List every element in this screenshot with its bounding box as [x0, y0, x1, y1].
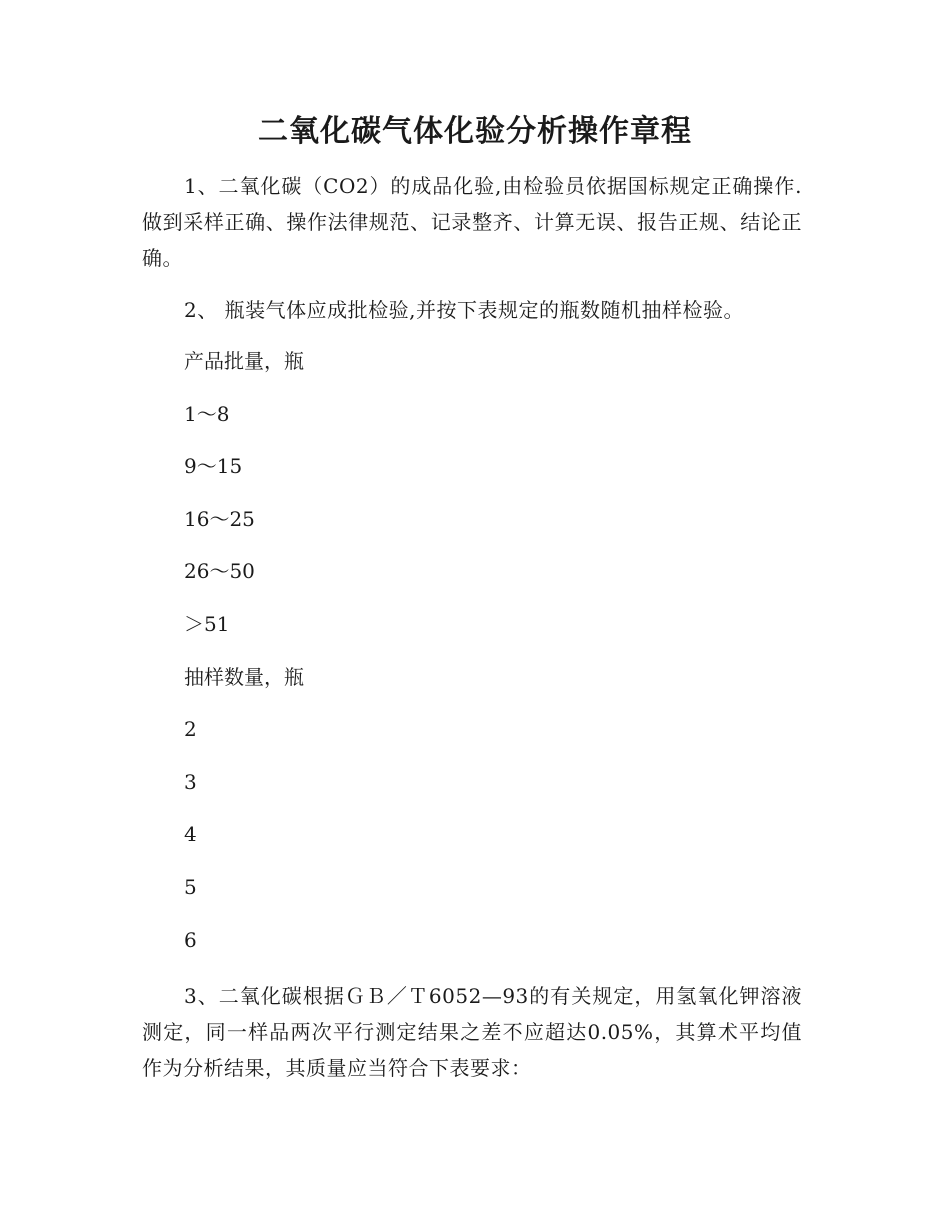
document-title: 二氧化碳气体化验分析操作章程: [258, 114, 692, 149]
batch-value: ＞51: [184, 612, 230, 636]
batch-header: 产品批量，瓶: [184, 349, 304, 373]
batch-value: 9～15: [184, 454, 243, 478]
batch-value: 26～50: [184, 559, 255, 583]
paragraph-3: 3、二氧化碳根据ＧＢ／Ｔ6052—93的有关规定，用氢氧化钾溶液测定，同一样品两次平行测定结果之差不应超达0.05%，其算术平均值作为分析结果，其质量应当符合下表要求：: [142, 984, 802, 1080]
sample-value: 2: [184, 717, 197, 741]
paragraph-2: 2、 瓶装气体应成批检验,并按下表规定的瓶数随机抽样检验。: [184, 298, 744, 322]
sample-value: 3: [184, 770, 197, 794]
paragraph-1: 1、二氧化碳（CO2）的成品化验,由检验员依据国标规定正确操作.做到采样正确、操作法律规范、记录整齐、计算无误、报告正规、结论正确。: [142, 174, 802, 270]
sample-value: 6: [184, 928, 197, 952]
sample-header: 抽样数量，瓶: [184, 665, 304, 689]
batch-value: 1～8: [184, 402, 230, 426]
batch-value: 16～25: [184, 507, 255, 531]
sample-value: 4: [184, 822, 197, 846]
sample-value: 5: [184, 875, 197, 899]
